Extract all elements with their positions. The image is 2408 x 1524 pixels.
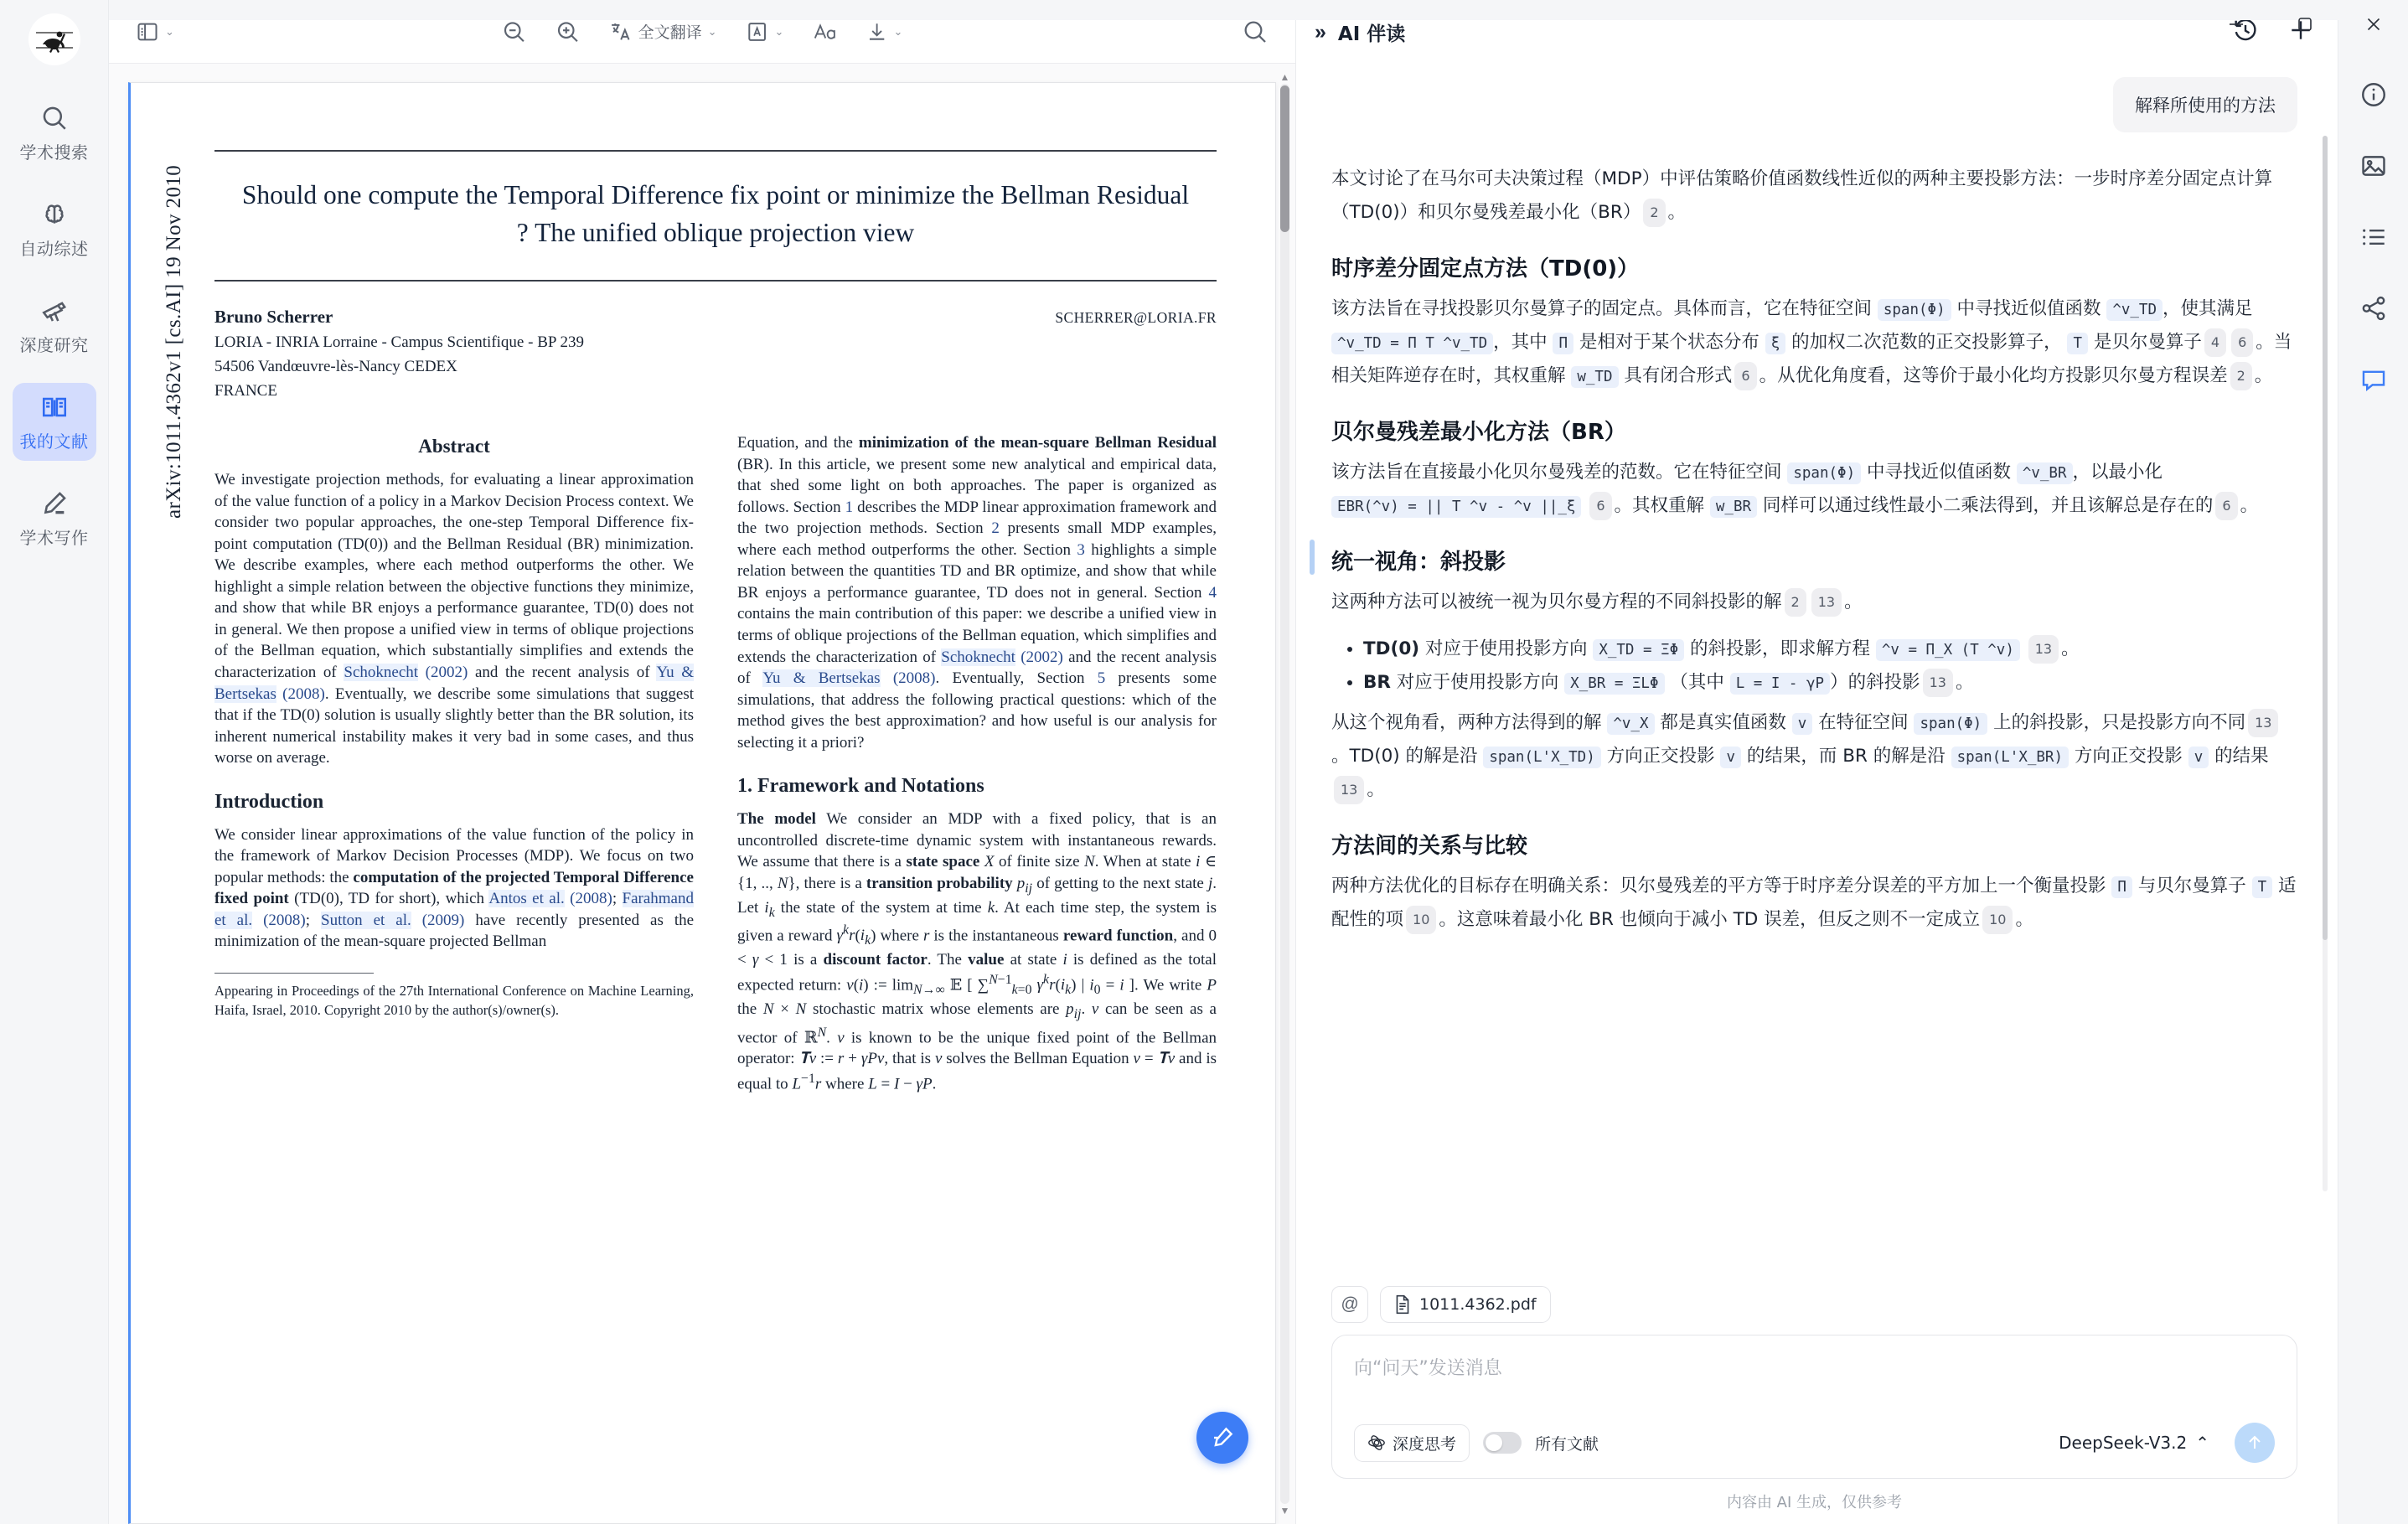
code-span: span(Φ): [1914, 713, 1987, 735]
book-icon: [40, 393, 69, 421]
ai-text-part: 方向正交投影: [1606, 745, 1715, 767]
ai-text-part: 与贝尔曼算子: [2137, 875, 2246, 896]
ai-br-paragraph: [1331, 456, 2297, 523]
section-link[interactable]: 4: [1208, 583, 1217, 602]
close-button[interactable]: [2339, 0, 2408, 49]
citation-year[interactable]: (2008): [570, 890, 612, 908]
reference-chip[interactable]: 6: [2215, 492, 2237, 520]
ai-panel-title: AI 伴读: [1337, 23, 1406, 45]
attached-file-chip[interactable]: [1380, 1286, 1551, 1323]
column-right: [737, 432, 1217, 1095]
info-button[interactable]: [2359, 80, 2388, 113]
section-link[interactable]: 5: [1097, 669, 1106, 688]
download-button[interactable]: [862, 17, 906, 47]
ai-text-part: 对应于使用投影方向: [1419, 638, 1588, 659]
code-span: w_BR: [1710, 496, 1757, 518]
code-span: T: [2067, 333, 2088, 354]
code-span: ξ: [1765, 333, 1786, 354]
pdf-page: [128, 82, 1276, 1524]
ai-heading-br: 贝尔曼残差最小化方法（BR）: [1331, 419, 1626, 445]
reference-chip[interactable]: 13: [1334, 776, 1364, 804]
reference-chip[interactable]: 13: [2028, 635, 2059, 664]
ai-text-part: 。: [2254, 364, 2273, 386]
model-text-part: We consider an MDP with a fixed policy, that is an uncontrolled discrete-time dynamic system with instantaneous rewards. We assume that there is a: [737, 810, 1217, 871]
ai-text-part: 在特征空间: [1818, 711, 1909, 733]
at-icon: @: [1341, 1294, 1359, 1314]
minimize-icon: [2227, 15, 2245, 34]
citation-link[interactable]: Schoknecht: [941, 648, 1015, 666]
sidebar-item-deep-research[interactable]: [13, 287, 96, 364]
ai-text-part: 。: [2015, 908, 2033, 930]
code-span: v: [1792, 713, 1813, 735]
ai-bullet-list: [1345, 633, 2297, 700]
font-box-icon: [746, 20, 769, 44]
sidebar-item-label: 学术搜索: [19, 142, 89, 163]
ai-scroll-thumb[interactable]: [2323, 136, 2328, 940]
ai-text-part: 的结果: [2214, 745, 2269, 767]
ai-text-part: 的结果，而 BR 的解是沿: [1746, 745, 1946, 767]
intro-text-part: have recently presented as the minimization of the mean-square projected Bellman: [214, 911, 695, 951]
col2-text-part: (BR). In this article, we present some new analytical and empirical data, that shed some light on both approaches. The paper is organized as follows. Section: [737, 455, 1217, 516]
all-documents-label: 所有文献: [1535, 1434, 1599, 1454]
translate-icon: [609, 20, 633, 44]
download-icon: [866, 21, 887, 43]
panel-icon: [136, 20, 159, 44]
user-message: 解释所使用的方法: [2113, 77, 2297, 132]
ai-text-part: 是贝尔曼算子: [2093, 331, 2202, 353]
ai-text-part: 该方法旨在直接最小化贝尔曼残差的范数。它在特征空间: [1331, 461, 1782, 483]
model-bold: The model: [737, 810, 816, 829]
sidebar-item-label: 深度研究: [19, 335, 89, 355]
right-icon-rail: [2338, 0, 2408, 1524]
col2-bold: minimization of the mean-square Bellman Residual: [858, 434, 1217, 452]
scroll-down-arrow[interactable]: ▼: [1279, 1505, 1290, 1516]
pdf-sidebar-toggle-button[interactable]: [132, 16, 178, 48]
reference-chip[interactable]: 2: [1785, 588, 1806, 617]
brain-icon: [40, 200, 69, 229]
citation-year[interactable]: (2002): [1021, 648, 1063, 666]
abstract-heading: Abstract: [418, 436, 490, 457]
col2-text-part: highlights a simple relation between the quantities TD and BR optimize, and show that while BR enjoys a performance guarantee, TD does not in general. Section: [737, 540, 1217, 602]
ai-scrollbar[interactable]: [2321, 136, 2329, 1191]
code-span: L = I - γP: [1730, 673, 1830, 695]
ai-conversation: [1296, 64, 2338, 1286]
introduction-paragraph: [214, 824, 694, 953]
code-span: EBR(^v) = || T ^v - ^v ||_ξ: [1331, 496, 1581, 518]
ai-text-part: 。: [1667, 201, 1687, 223]
ai-text-part: 。当相关矩阵逆存在时，其权重解: [1331, 331, 2292, 386]
model-label: DeepSeek-V3.2: [2059, 1433, 2188, 1453]
reference-chip[interactable]: 13: [2248, 709, 2278, 737]
ai-text-part: 具有闭合形式: [1624, 364, 1733, 386]
chevron-down-icon: ⌄: [893, 24, 903, 38]
ai-text-part: 。TD(0) 的解是沿: [1331, 745, 1478, 767]
citation-year[interactable]: (2009): [421, 911, 465, 929]
ai-disclaimer: 内容由 AI 生成，仅供参考: [1726, 1494, 1903, 1511]
pdf-scroll-area: [109, 64, 1295, 1524]
code-span: ^v = Π_X (T ^v): [1876, 639, 2020, 661]
code-span: span(Φ): [1787, 462, 1861, 484]
reference-chip[interactable]: 13: [1923, 669, 1953, 697]
section-link[interactable]: 2: [991, 519, 1000, 538]
left-nav-rail: [0, 0, 109, 1524]
ai-text-part: ，使其满足: [2163, 297, 2253, 319]
code-span: span(Φ): [1878, 299, 1951, 321]
ai-composer-area: [1296, 1286, 2338, 1524]
sidebar-item-academic-writing[interactable]: [13, 479, 96, 557]
reference-chip[interactable]: 10: [1982, 906, 2013, 934]
atom-icon: [1367, 1434, 1386, 1452]
maximize-icon: [2296, 15, 2314, 34]
title-rule-bottom: [214, 280, 1217, 282]
section-link[interactable]: 3: [1077, 540, 1085, 559]
ai-text-part: 的斜投影，即求解方程: [1689, 638, 1870, 659]
ai-text-part: 。: [1844, 591, 1863, 612]
chevron-down-icon: ⌄: [707, 24, 717, 38]
ai-reader-panel: [1295, 0, 2338, 1524]
ai-unified-paragraph: [1331, 586, 2297, 619]
intro-bold: computation of the projected Temporal Difference fixed point: [214, 868, 694, 908]
bullet-bold: TD(0): [1363, 638, 1420, 659]
ai-text-part: 。: [2061, 638, 2080, 659]
col2-text-part: Equation, and the: [737, 434, 859, 452]
text-size-icon: [812, 19, 837, 44]
ai-text-part: ，其中: [1493, 331, 1548, 353]
minimize-button[interactable]: [2202, 0, 2271, 49]
author-name: Bruno Scherrer: [214, 307, 333, 328]
outline-button[interactable]: [2359, 223, 2388, 256]
attached-file-name: 1011.4362.pdf: [1419, 1295, 1537, 1314]
list-item: [1363, 666, 2297, 700]
author-email: SCHERRER@LORIA.FR: [1055, 309, 1217, 327]
file-icon: [1394, 1294, 1411, 1315]
page-title: Should one compute the Temporal Difference fix point or minimize the Bellman Residual ? The unified oblique projection view: [241, 180, 1190, 247]
code-span: ^v_BR: [2017, 462, 2073, 484]
chevron-up-icon: ⌃: [2195, 1433, 2209, 1453]
chevron-double-right-icon[interactable]: »: [1315, 19, 1325, 44]
intro-text-part: (TD(0), TD for short), which: [288, 890, 489, 908]
ai-compare-paragraph: [1331, 870, 2297, 937]
abstract-text-part: . Eventually, we describe some simulations that suggest that if the TD(0) solution is usually slightly better than the BR solution, its inherent numerical instability makes it very bad in some cases, and thus worse on average.: [214, 685, 694, 767]
ai-heading-td: 时序差分固定点方法（TD(0)）: [1331, 256, 1640, 282]
citation-link[interactable]: Antos et al.: [488, 890, 565, 908]
abstract-text-part: We investigate projection methods, for evaluating a linear approximation of the value function of a policy in a Markov Decision Process context. We consider two popular approaches, the one-step Temporal Difference fix-point computation (TD(0)) and the Bellman Residual (BR) minimization. We describe examples, where each method outperforms the other. We highlight a simple relation between the objective functions they minimize, and show that while BR enjoys a performance guarantee, TD(0) does not in general. We then propose a unified view in terms of oblique projections of the Bellman equation, which substantially simplifies and extends the characterization of: [214, 471, 694, 681]
code-span: ^v_X: [1607, 713, 1654, 735]
code-span: Π: [1553, 333, 1573, 354]
search-icon: [40, 104, 69, 132]
citation-year[interactable]: (2008): [282, 685, 325, 703]
section-link[interactable]: 1: [845, 498, 854, 516]
code-span: Π: [2111, 876, 2132, 898]
ai-text-part: 上的斜投影，只是投影方向不同: [1993, 711, 2246, 733]
col2-text-part: presents small MDP examples, where each method outperforms the other. Section: [737, 519, 1217, 559]
mention-button[interactable]: [1331, 1286, 1368, 1323]
citation-year[interactable]: (2008): [892, 669, 936, 688]
affiliation: [214, 331, 1217, 404]
ai-text-part: 该方法旨在寻找投影贝尔曼算子的固定点。具体而言，它在特征空间: [1331, 297, 1873, 319]
zoom-in-icon: [555, 19, 581, 44]
switch-knob: [1486, 1434, 1502, 1451]
ai-text-part: 的加权二次范数的正交投影算子，: [1791, 331, 2062, 353]
pdf-scrollbar[interactable]: [1279, 70, 1290, 1517]
search-icon: [1242, 18, 1269, 45]
pencil-icon: [40, 489, 69, 518]
arrow-up-icon: [2245, 1433, 2265, 1453]
citation-link[interactable]: Yu & Bertsekas: [762, 669, 881, 688]
title-bar-strip: [109, 0, 2408, 20]
ai-text-part: 。: [1367, 778, 1385, 800]
citation-link[interactable]: Farahmand et al.: [214, 890, 694, 929]
telescope-icon: [40, 297, 69, 325]
attachment-row: [1331, 1286, 2297, 1323]
reference-chip[interactable]: 13: [1811, 588, 1842, 617]
share-icon: [2359, 294, 2388, 323]
code-span: X_BR = ΞLΦ: [1564, 673, 1664, 695]
pdf-pane: [109, 0, 1295, 1524]
zoom-out-icon: [502, 19, 527, 44]
code-span: ^v_TD = Π T ^v_TD: [1331, 333, 1493, 354]
author-line: [214, 307, 1217, 328]
reference-chip[interactable]: 6: [1589, 492, 1611, 520]
ai-text-part: 同样可以通过线性最小二乘法得到，并且该解总是存在的: [1762, 494, 2214, 516]
ai-text-part: 中寻找近似值函数: [1956, 297, 2101, 319]
scholar-dog-logo: [28, 13, 80, 65]
ai-text-part: （其中: [1670, 671, 1724, 693]
deep-think-toggle[interactable]: [1354, 1424, 1470, 1462]
chevron-down-icon: ⌄: [165, 24, 174, 38]
deep-think-label: 深度思考: [1393, 1434, 1457, 1454]
reference-chip[interactable]: 4: [2204, 328, 2226, 357]
ai-text-part: 两种方法优化的目标存在明确关系：贝尔曼残差的平方等于时序差分误差的平方加上一个衡量投影: [1331, 875, 2106, 896]
chat-bubble-icon: [2359, 365, 2388, 394]
translate-button[interactable]: [606, 16, 721, 48]
citation-link[interactable]: Yu & Bertsekas: [214, 663, 694, 703]
highlight-tool-button[interactable]: [1196, 1412, 1248, 1464]
reference-chip[interactable]: 2: [1643, 199, 1665, 227]
abstract-text-part: and the recent analysis of: [468, 663, 657, 681]
ai-text-part: 。这意味着最小化 BR 也倾向于减小 TD 误差，但反之则不一定成立: [1439, 908, 1981, 930]
sidebar-item-academic-search[interactable]: [13, 94, 96, 172]
code-span: span(L'X_BR): [1951, 747, 2069, 768]
code-span: span(L'X_TD): [1483, 747, 1600, 768]
scroll-up-arrow[interactable]: ▲: [1279, 71, 1290, 83]
model-paragraph: The model We consider an MDP with a fixed policy, that is an uncontrolled discrete-time dynamic system with instantaneous rewards. We assume that there is a state space X of finite size N. When at state i ∈ {1, .., N}, there is a transition probability $p_{ij}$ of getting to the next state j. Let $i_k$ the state of the system at time k. At each time step, the system is given a reward $\gamma^kr(i_k)$ where r is the instantaneous reward function, and 0 < γ < 1 is a discount factor. The value at state i is defined as the total expected return: v(i) := $\lim_{N\to\infty}$ 𝔼 [ ∑$^{N-1}_{k=0}$ $\gamma^kr(i_k)$ | $i_0 = i$ ]. We write P the N × N stochastic matrix whose elements are $p_{ij}$. v can be seen as a vector of ℝ$^N$. v is known to be the unique fixed point of the Bellman operator: 𝐓v := r + γPv, that is v solves the Bellman Equation v = 𝐓v and is equal to $L^{-1}r$ where L = I − γP.: [737, 810, 1217, 1093]
close-icon: [2364, 15, 2383, 34]
ai-text-part: 本文讨论了在马尔可夫决策过程（MDP）中评估策略价值函数线性近似的两种主要投影方法：一步时序差分固定点计算（TD(0)）和贝尔曼残差最小化（BR）: [1331, 168, 2273, 223]
info-circle-icon: [2359, 80, 2388, 109]
footnote: Appearing in Proceedings of the 27th International Conference on Machine Learning, Haifa, Israel, 2010. Copyright 2010 by the author(s)/owner(s).: [214, 983, 694, 1019]
pdf-scroll-thumb[interactable]: [1280, 85, 1289, 232]
col2-text-part: describes the MDP linear approximation framework and the two projection methods. Section: [737, 498, 1217, 538]
list-item: [1363, 633, 2297, 666]
ai-unified-paragraph-2: [1331, 706, 2297, 807]
col2-text-part: and the recent analysis of: [737, 648, 1217, 688]
chevron-down-icon: ⌄: [774, 24, 784, 38]
translate-label: 全文翻译: [638, 23, 702, 42]
sidebar-item-label: 学术写作: [19, 528, 89, 548]
ai-text-part: 方向正交投影: [2074, 745, 2183, 767]
column-left: [214, 432, 694, 1095]
ai-intro-paragraph: [1331, 163, 2297, 230]
ai-text-part: 从这个视角看，两种方法得到的解: [1331, 711, 1602, 733]
citation-year[interactable]: (2002): [425, 663, 468, 681]
image-icon: [2359, 152, 2388, 180]
all-documents-switch[interactable]: [1483, 1432, 1522, 1454]
intro-text-part: ;: [305, 911, 322, 929]
ai-text-part: ）的斜投影: [1830, 671, 1920, 693]
pen-highlight-icon: [1210, 1425, 1235, 1450]
intro-text-part: We consider linear approximations of the value function of the policy in the framework of Markov Decision Processes (MDP). We focus on two popular methods: the: [214, 825, 694, 886]
ai-text-part: 适配性的项: [1331, 875, 2297, 930]
ai-text-part: 中寻找近似值函数: [1866, 461, 2011, 483]
ai-text-part: 。其权重解: [1614, 494, 1705, 516]
code-span: T: [2252, 876, 2273, 898]
sidebar-item-auto-review[interactable]: [13, 190, 96, 268]
framework-heading: 1. Framework and Notations: [737, 775, 984, 798]
ai-text-part: 对应于使用投影方向: [1390, 671, 1559, 693]
ai-heading-compare: 方法间的关系与比较: [1331, 833, 1528, 859]
citation-year[interactable]: (2008): [263, 911, 306, 929]
font-style-button[interactable]: [742, 16, 788, 48]
ai-text-part: 是相对于某个状态分布: [1579, 331, 1759, 353]
code-span: v: [2188, 747, 2209, 768]
sidebar-item-label: 自动综述: [19, 239, 89, 259]
bullet-bold: BR: [1363, 671, 1391, 693]
ai-scroll-track[interactable]: [2323, 136, 2328, 1191]
footnote-rule: [214, 973, 374, 974]
images-button[interactable]: [2359, 152, 2388, 184]
affiliation-line: FRANCE: [214, 382, 277, 400]
code-span: ^v_TD: [2106, 299, 2163, 321]
reference-chip[interactable]: 10: [1406, 906, 1436, 934]
overview-paragraph: [737, 432, 1217, 753]
abstract-paragraph: [214, 469, 694, 769]
ai-text-part: ，以最小化: [2072, 461, 2163, 483]
ai-text-part: 都是真实值函数: [1660, 711, 1786, 733]
message-composer[interactable]: [1331, 1335, 2297, 1479]
notes-button[interactable]: [2359, 365, 2388, 398]
sidebar-item-my-library[interactable]: [13, 383, 96, 461]
message-input-placeholder[interactable]: 向“问天”发送消息: [1354, 1358, 1502, 1379]
col2-text-part: contains the main contribution of this paper: we describe a unified view in terms of oblique projections of the Bellman equation, which simplifies and extends the characterization of: [737, 605, 1217, 666]
list-icon: [2359, 223, 2388, 251]
title-rule-top: [214, 150, 1217, 152]
citation-link[interactable]: Schoknecht: [344, 663, 419, 681]
code-span: X_TD = ΞΦ: [1593, 639, 1684, 661]
reference-chip[interactable]: 2: [2230, 362, 2252, 390]
code-span: w_TD: [1571, 366, 1618, 388]
sidebar-item-label: 我的文献: [19, 431, 89, 452]
pdf-scroll-track[interactable]: [1280, 84, 1289, 1504]
col2-text-part: . Eventually, Section: [935, 669, 1098, 688]
share-button[interactable]: [2359, 294, 2388, 327]
introduction-heading: Introduction: [214, 790, 324, 813]
model-selector[interactable]: [2059, 1433, 2209, 1453]
maximize-button[interactable]: [2271, 0, 2339, 49]
ai-heading-unified: 统一视角：斜投影: [1331, 545, 2297, 576]
ai-td-paragraph: [1331, 292, 2297, 393]
affiliation-line: 54506 Vandœuvre-lès-Nancy CEDEX: [214, 358, 457, 376]
window-controls: [2202, 0, 2408, 49]
ai-text-part: 。从优化角度看，这等价于最小化均方投影贝尔曼方程误差: [1759, 364, 2228, 386]
ai-text-part: 这两种方法可以被统一视为贝尔曼方程的不同斜投影的解: [1331, 591, 1782, 612]
arxiv-stamp: arXiv:1011.4362v1 [cs.AI] 19 Nov 2010: [163, 164, 185, 519]
reference-chip[interactable]: 6: [1734, 362, 1756, 390]
composer-toolbar: [1354, 1423, 2275, 1463]
col2-text-part: presents some simulations, that address the following practical questions: which of the method gives the best approximation? and how useful is our analysis for selecting it a priori?: [737, 669, 1217, 752]
ai-text-part: 。: [2240, 494, 2259, 516]
reference-chip[interactable]: 6: [2231, 328, 2253, 357]
affiliation-line: LORIA - INRIA Lorraine - Campus Scientifique - BP 239: [214, 333, 584, 352]
two-column-body: [214, 432, 1217, 1095]
ai-text-part: 。: [1955, 671, 1974, 693]
citation-link[interactable]: Sutton et al.: [321, 911, 411, 929]
send-button[interactable]: [2235, 1423, 2275, 1463]
code-span: v: [1720, 747, 1741, 768]
intro-text-part: ;: [612, 890, 623, 908]
